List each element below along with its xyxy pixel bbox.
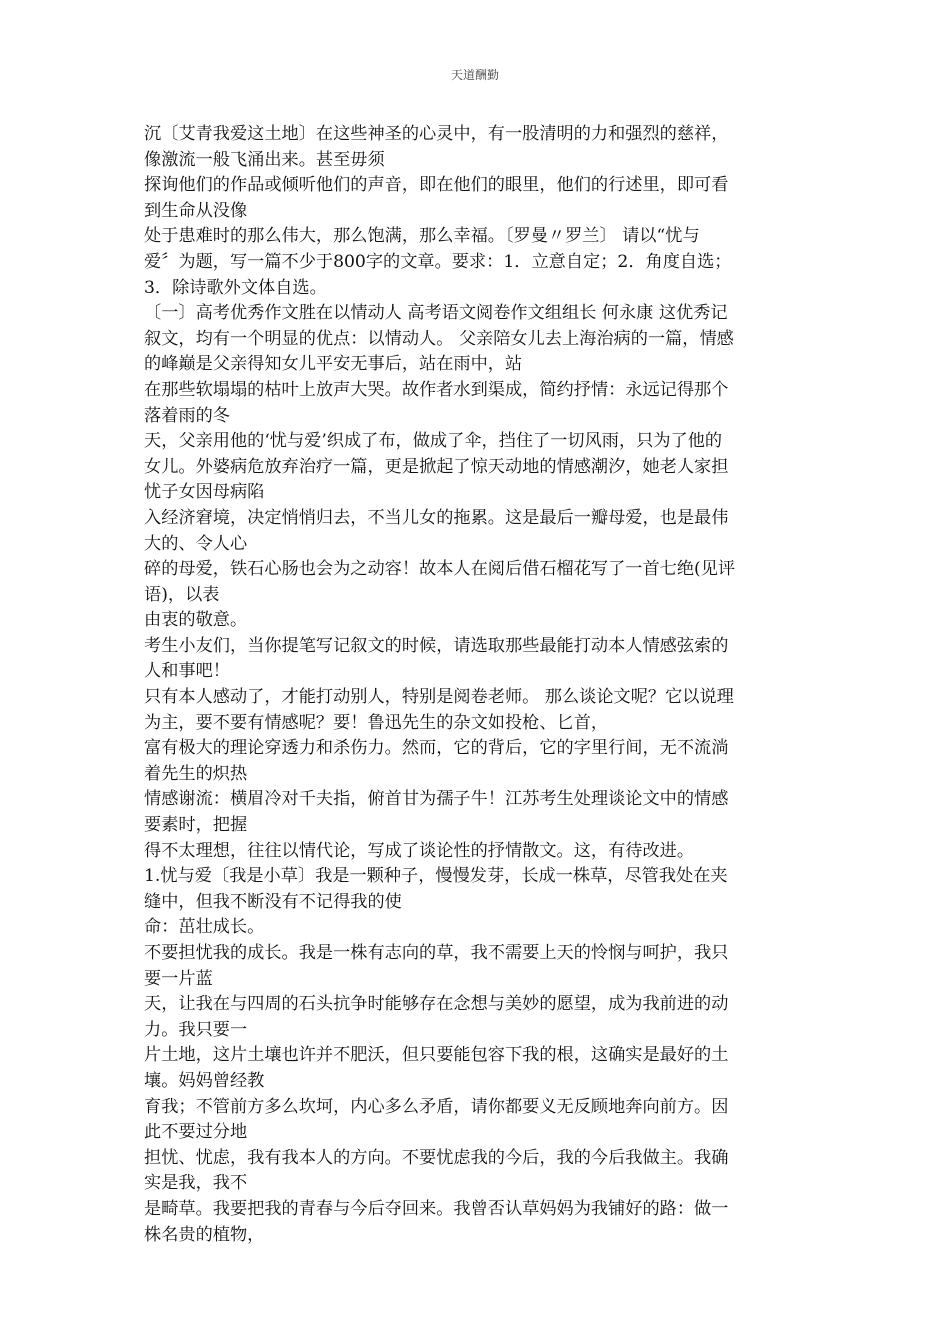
text-line: 叙文，均有一个明显的优点：以情动人。 父亲陪女儿去上海治病的一篇，情感 [144, 328, 734, 349]
text-line: 富有极大的理论穿透力和杀伤力。然而，它的背后，它的字里行间，无不流淌 [144, 738, 729, 759]
document-body [144, 122, 804, 1248]
text-line: 的峰巅是父亲得知女儿平安无事后，站在雨中，站 [144, 354, 523, 375]
text-line: 语)，以表 [144, 584, 220, 605]
text-line: 株名贵的植物， [144, 1224, 265, 1245]
text-line: 为主，要不要有情感呢？要！鲁迅先生的杂文如投枪、匕首， [144, 712, 609, 733]
text-line: 处于患难时的那么伟大，那么饱满，那么幸福。〔罗曼〃罗兰〕 请以“忧与 [144, 226, 700, 247]
text-line: 力。我只要一 [144, 1019, 248, 1040]
text-line: 是畸草。我要把我的青春与今后夺回来。我曾否认草妈妈为我铺好的路：做一 [144, 1198, 729, 1219]
text-line: 探询他们的作品或倾听他们的声音，即在他们的眼里，他们的行述里，即可看 [144, 175, 729, 196]
text-line: 要素时，把握 [144, 815, 248, 836]
text-line: 只有本人感动了，才能打动别人，特别是阅卷老师。 那么谈论文呢？它以说理 [144, 687, 734, 708]
text-line: 大的、令人心 [144, 533, 248, 554]
text-line: 着先生的炽热 [144, 763, 248, 784]
text-line: 壤。妈妈曾经教 [144, 1070, 265, 1091]
text-line: 3．除诗歌外文体自选。 [144, 277, 327, 298]
text-line: 天，父亲用他的‘忧与爱’织成了布，做成了伞，挡住了一切风雨，只为了他的 [144, 431, 723, 452]
text-line: 像激流一般飞涌出来。甚至毋须 [144, 149, 385, 170]
text-line: 此不要过分地 [144, 1122, 248, 1143]
text-line: 女儿。外婆病危放弃治疗一篇，更是掀起了惊天动地的情感潮汐，她老人家担 [144, 456, 729, 477]
text-line: 入经济窘境，决定悄悄归去，不当儿女的拖累。这是最后一瓣母爱，也是最伟 [144, 507, 729, 528]
text-line: 在那些软塌塌的枯叶上放声大哭。故作者水到渠成，简约抒情：永远记得那个 [144, 379, 729, 400]
text-line: 由衷的敬意。 [144, 610, 248, 631]
text-line: 沉〔艾青我爱这土地〕在这些神圣的心灵中，有一股清明的力和强烈的慈祥， [144, 124, 729, 144]
text-line: 命：茁壮成长。 [144, 917, 265, 938]
text-line: 人和事吧！ [144, 661, 230, 682]
text-line: 爱〞为题，写一篇不少于800字的文章。要求：1．立意自定；2．角度自选； [144, 251, 732, 272]
text-line: 碎的母爱，铁石心肠也会为之动容！故本人在阅后借石榴花写了一首七绝(见评 [144, 559, 736, 580]
text-line: 1.忧与爱〔我是小草〕我是一颗种子，慢慢发芽，长成一株草，尽管我处在夹 [144, 866, 728, 887]
text-line: 考生小友们，当你提笔写记叙文的时候，请选取那些最能打动本人情感弦索的 [144, 635, 729, 656]
text-line: 忧子女因母病陷 [144, 482, 265, 503]
text-line: 不要担忧我的成长。我是一株有志向的草，我不需要上天的怜悯与呵护，我只 [144, 943, 729, 963]
text-line: 片土地，这片土壤也许并不肥沃，但只要能包容下我的根，这确实是最好的土 [144, 1045, 729, 1066]
text-line: 落着雨的冬 [144, 405, 230, 426]
text-line: 得不太理想，往往以情代论，写成了谈论性的抒情散文。这，有待改进。 [144, 840, 695, 861]
text-line: 缝中，但我不断没有不记得我的使 [144, 891, 402, 912]
text-line: 担忧、忧虑，我有我本人的方向。不要忧虑我的今后，我的今后我做主。我确 [144, 1147, 729, 1168]
text-line: 实是我，我不 [144, 1173, 248, 1194]
text-line: 天，让我在与四周的石头抗争时能够存在念想与美妙的愿望，成为我前进的动 [144, 994, 729, 1015]
text-line: 到生命从没像 [144, 200, 248, 221]
text-line: 情感谢流：横眉冷对千夫指，俯首甘为孺子牛！江苏考生处理谈论文中的情感 [144, 789, 729, 810]
text-line: 要一片蓝 [144, 968, 213, 989]
text-line: 育我；不管前方多么坎坷，内心多么矛盾，请你都要义无反顾地奔向前方。因 [144, 1096, 729, 1117]
page-header: 天道酬勤 [450, 68, 499, 82]
text-line: 〔一〕高考优秀作文胜在以情动人 高考语文阅卷作文组组长 何永康 这优秀记 [144, 303, 728, 324]
